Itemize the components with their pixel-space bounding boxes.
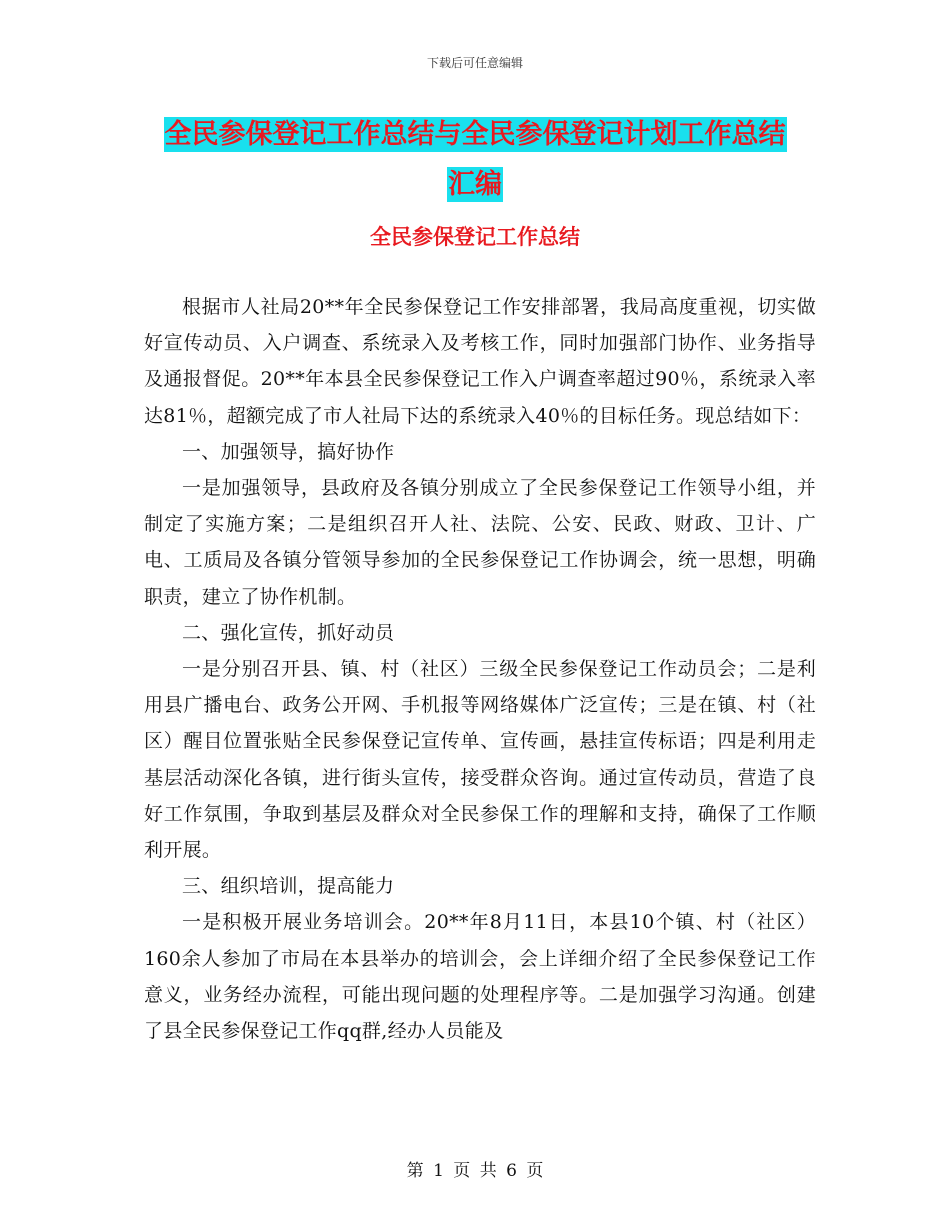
section-title: 全民参保登记工作总结 bbox=[370, 225, 580, 249]
paragraph-section-2: 一是分别召开县、镇、村（社区）三级全民参保登记工作动员会；二是利用县广播电台、政务公开网、手机报等网络媒体广泛宣传；三是在镇、村（社区）醒目位置张贴全民参保登记宣传单、宣传画，悬挂宣传标语；四是利用走基层活动深化各镇，进行街头宣传，接受群众咨询。通过宣传动员，营造了良好工作氛围，争取到基层及群众对全民参保工作的理解和支持，确保了工作顺利开展。 bbox=[144, 658, 816, 862]
paragraph-section-1: 一是加强领导，县政府及各镇分别成立了全民参保登记工作领导小组，并制定了实施方案；二是组织召开人社、法院、公安、民政、财政、卫计、广电、工质局及各镇分管领导参加的全民参保登记工作协调会，统一思想，明确职责，建立了协作机制。 bbox=[144, 477, 816, 608]
header-note: 下载后可任意编辑 bbox=[426, 56, 523, 70]
heading-section-2: 二、强化宣传，抓好动员 bbox=[182, 621, 395, 644]
paragraph-section-3: 一是积极开展业务培训会。20**年8月11日，本县10个镇、村（社区）160余人参加了市局在本县举办的培训会，会上详细介绍了全民参保登记工作意义，业务经办流程，可能出现问题的处理程序等。二是加强学习沟通。创建了县全民参保登记工作qq群,经办人员能及 bbox=[144, 911, 816, 1043]
heading-section-1: 一、加强领导，搞好协作 bbox=[182, 440, 395, 463]
heading-section-3: 三、组织培训，提高能力 bbox=[182, 875, 395, 898]
page-footer: 第 1 页 共 6 页 bbox=[406, 1161, 544, 1181]
document-title bbox=[0, 110, 950, 210]
document-title-line-2: 汇编 bbox=[448, 169, 502, 200]
body-text bbox=[144, 289, 816, 1049]
document-title-line-1: 全民参保登记工作总结与全民参保登记计划工作总结 bbox=[164, 119, 786, 150]
paragraph-intro: 根据市人社局20**年全民参保登记工作安排部署，我局高度重视，切实做好宣传动员、入户调查、系统录入及考核工作，同时加强部门协作、业务指导及通报督促。20**年本县全民参保登记工作入户调查率超过90％，系统录入率达81％，超额完成了市人社局下达的系统录入40％的目标任务。现总结如下： bbox=[144, 296, 816, 427]
